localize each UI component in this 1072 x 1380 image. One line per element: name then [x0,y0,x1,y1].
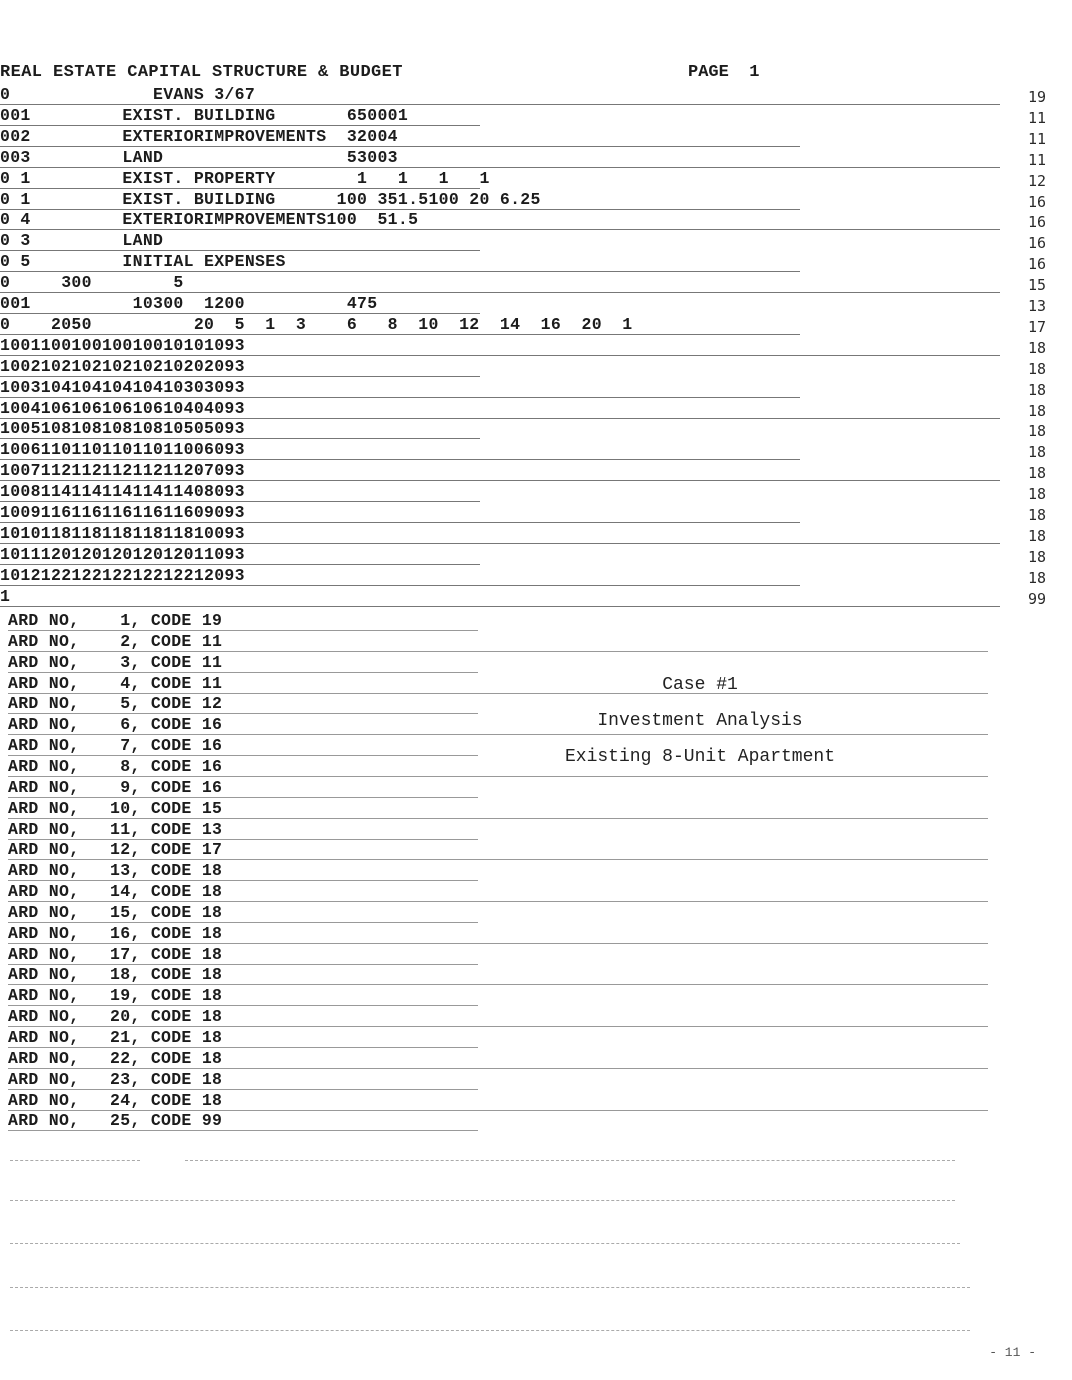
line-code: 16 [1027,213,1046,231]
card-line: ARD NO, 9, CODE 16 [8,778,223,797]
line-code: 18 [1027,360,1046,378]
card-line: ARD NO, 7, CODE 16 [8,736,223,755]
line-code: 16 [1027,193,1046,211]
line-code: 16 [1027,234,1046,252]
faint-rule [10,1160,140,1161]
line-code: 18 [1027,464,1046,482]
input-line: 100711211211211211207093 [0,461,245,480]
input-line: 003 LAND 53003 [0,148,398,167]
row-rule [8,1130,478,1131]
card-line: ARD NO, 24, CODE 18 [8,1091,223,1110]
card-line: ARD NO, 11, CODE 13 [8,820,223,839]
card-line: ARD NO, 21, CODE 18 [8,1028,223,1047]
line-code: 18 [1027,569,1046,587]
card-line: ARD NO, 12, CODE 17 [8,840,223,859]
line-code: 18 [1027,443,1046,461]
card-line: ARD NO, 10, CODE 15 [8,799,223,818]
faint-rule [10,1200,955,1201]
card-line: ARD NO, 4, CODE 11 [8,674,223,693]
line-code: 12 [1027,172,1046,190]
input-line: 0 3 LAND [0,231,164,250]
card-line: ARD NO, 13, CODE 18 [8,861,223,880]
faint-rule [10,1243,960,1244]
input-line: 002 EXTERIORIMPROVEMENTS 32004 [0,127,398,146]
input-line: 0 EVANS 3/67 [0,85,256,104]
line-code: 18 [1027,527,1046,545]
line-code: 13 [1027,297,1046,315]
input-line: 100210210210210210202093 [0,357,245,376]
card-line: ARD NO, 16, CODE 18 [8,924,223,943]
line-code: 11 [1027,151,1046,169]
card-line: ARD NO, 5, CODE 12 [8,694,223,713]
input-line: 0 5 INITIAL EXPENSES [0,252,286,271]
input-line: 100611011011011011006093 [0,440,245,459]
page-footer-mark: - 11 - [989,1345,1036,1360]
line-code: 17 [1027,318,1046,336]
faint-rule [10,1330,970,1331]
line-code: 18 [1027,548,1046,566]
input-line: 100110010010010010101093 [0,336,245,355]
row-rule [0,606,1000,607]
input-line: 0 1 EXIST. BUILDING 100 351.5100 20 6.25 [0,190,541,209]
line-code: 16 [1027,255,1046,273]
line-code: 18 [1027,381,1046,399]
line-code: 19 [1027,88,1046,106]
card-line: ARD NO, 8, CODE 16 [8,757,223,776]
input-line: 101011811811811811810093 [0,524,245,543]
faint-rule [185,1160,955,1161]
line-code: 11 [1027,109,1046,127]
input-line: 0 300 5 [0,273,184,292]
card-line: ARD NO, 20, CODE 18 [8,1007,223,1026]
input-line: 100510810810810810505093 [0,419,245,438]
card-line: ARD NO, 23, CODE 18 [8,1070,223,1089]
input-line: 101112012012012012011093 [0,545,245,564]
card-line: ARD NO, 19, CODE 18 [8,986,223,1005]
card-line: ARD NO, 18, CODE 18 [8,965,223,984]
input-line: 1 [0,587,11,606]
input-line: 100410610610610610404093 [0,399,245,418]
card-line: ARD NO, 3, CODE 11 [8,653,223,672]
line-code: 18 [1027,485,1046,503]
row-rule [0,585,800,586]
card-line: ARD NO, 14, CODE 18 [8,882,223,901]
card-line: ARD NO, 17, CODE 18 [8,945,223,964]
case-subtitle: Existing 8-Unit Apartment [564,747,836,767]
line-code: 18 [1027,339,1046,357]
input-line: 100310410410410410303093 [0,378,245,397]
card-line: ARD NO, 25, CODE 99 [8,1111,223,1130]
input-line: 101212212212212212212093 [0,566,245,585]
input-line: 001 EXIST. BUILDING 650001 [0,106,409,125]
case-label: Case #1 [662,675,738,695]
line-code: 18 [1027,422,1046,440]
input-line: 0 4 EXTERIORIMPROVEMENTS100 51.5 [0,210,419,229]
line-code: 18 [1027,402,1046,420]
input-line: 100811411411411411408093 [0,482,245,501]
card-line: ARD NO, 6, CODE 16 [8,715,223,734]
input-line: 0 1 EXIST. PROPERTY 1 1 1 1 [0,169,490,188]
card-line: ARD NO, 22, CODE 18 [8,1049,223,1068]
faint-rule [10,1287,970,1288]
case-title: Investment Analysis [597,711,803,731]
line-code: 99 [1027,590,1046,608]
line-code: 18 [1027,506,1046,524]
card-line: ARD NO, 1, CODE 19 [8,611,223,630]
line-code: 15 [1027,276,1046,294]
input-line: 100911611611611611609093 [0,503,245,522]
card-line: ARD NO, 15, CODE 18 [8,903,223,922]
card-line: ARD NO, 2, CODE 11 [8,632,223,651]
page-number: PAGE 1 [688,63,760,82]
input-line: 0 2050 20 5 1 3 6 8 10 12 14 16 20 1 [0,315,633,334]
line-code: 11 [1027,130,1046,148]
report-title: REAL ESTATE CAPITAL STRUCTURE & BUDGET [0,63,403,82]
input-line: 001 10300 1200 475 [0,294,378,313]
